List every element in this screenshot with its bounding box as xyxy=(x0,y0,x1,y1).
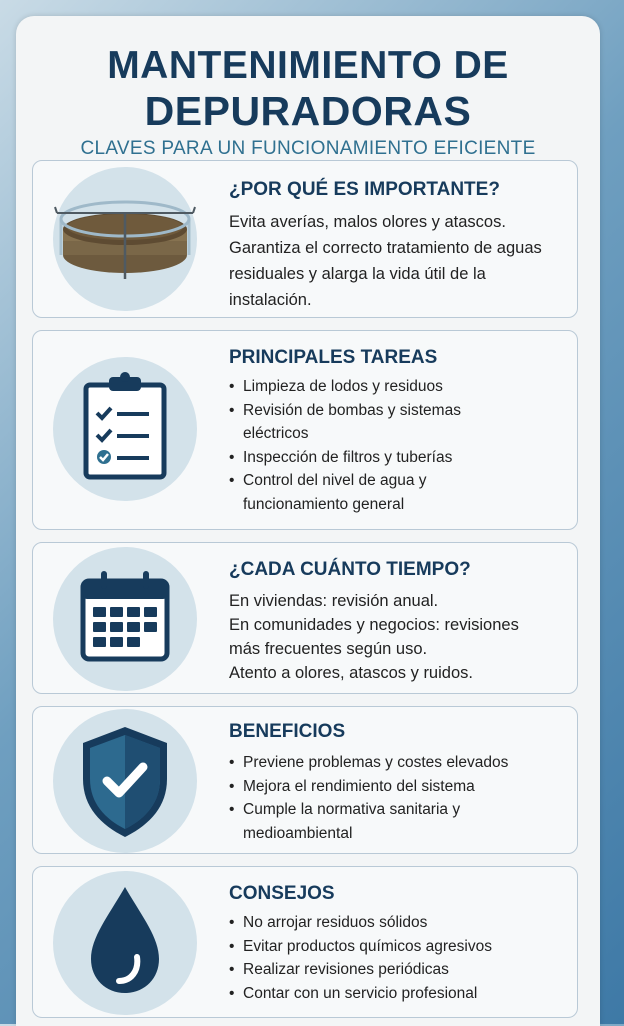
card-benefits xyxy=(32,706,578,854)
list-item: • Control del nivel de agua y funcionamiento general xyxy=(229,469,483,516)
list-item: • Inspección de filtros y tuberías xyxy=(229,446,513,470)
benefits-list-wrap xyxy=(229,751,549,845)
water-tank-icon xyxy=(53,167,197,311)
benefits-list xyxy=(229,751,549,845)
frequency-line: En comunidades y negocios: revisiones más frecuentes según uso. xyxy=(229,616,519,658)
water-drop-icon xyxy=(53,871,197,1015)
list-item: • Contar con un servicio profesional xyxy=(229,982,549,1006)
card-frequency xyxy=(32,542,578,694)
infographic-sheet xyxy=(16,16,600,1026)
tasks-list-wrap xyxy=(229,375,569,516)
heading-tasks: PRINCIPALES TAREAS xyxy=(229,347,438,368)
heading-tips: CONSEJOS xyxy=(229,883,335,904)
list-item: • Evitar productos químicos agresivos xyxy=(229,935,549,959)
shield-check-icon xyxy=(53,709,197,853)
tips-list-wrap xyxy=(229,911,549,1005)
paragraph-importance xyxy=(229,209,569,313)
clipboard-checklist-icon xyxy=(53,357,197,501)
list-item: • No arrojar residuos sólidos xyxy=(229,911,549,935)
tips-list xyxy=(229,911,549,1005)
title-line-1: MANTENIMIENTO DE xyxy=(107,44,509,87)
list-item: • Previene problemas y costes elevados xyxy=(229,751,549,775)
heading-importance: ¿POR QUÉ ES IMPORTANTE? xyxy=(229,179,500,200)
frequency-text xyxy=(229,589,549,685)
heading-benefits: BENEFICIOS xyxy=(229,721,346,742)
title-line-2: DEPURADORAS xyxy=(144,88,472,134)
importance-text: Evita averías, malos olores y atascos. Garantiza el correcto tratamiento de aguas residuales y alarga la vida útil de la instalación. xyxy=(229,213,542,309)
card-importance xyxy=(32,160,578,318)
list-item: • Realizar revisiones periódicas xyxy=(229,958,549,982)
card-tasks xyxy=(32,330,578,530)
card-tips xyxy=(32,866,578,1018)
list-item: • Mejora el rendimiento del sistema xyxy=(229,775,549,799)
frequency-line: Atento a olores, atascos y ruidos. xyxy=(229,664,473,682)
list-item: • Limpieza de lodos y residuos xyxy=(229,375,513,399)
subtitle: CLAVES PARA UN FUNCIONAMIENTO EFICIENTE xyxy=(80,138,536,159)
list-item: • Revisión de bombas y sistemas eléctricos xyxy=(229,399,513,446)
frequency-line: En viviendas: revisión anual. xyxy=(229,592,439,610)
calendar-icon xyxy=(53,547,197,691)
list-item: • Cumple la normativa sanitaria y medioambiental xyxy=(229,798,513,845)
tasks-list xyxy=(229,375,569,516)
heading-frequency: ¿CADA CUÁNTO TIEMPO? xyxy=(229,559,471,580)
